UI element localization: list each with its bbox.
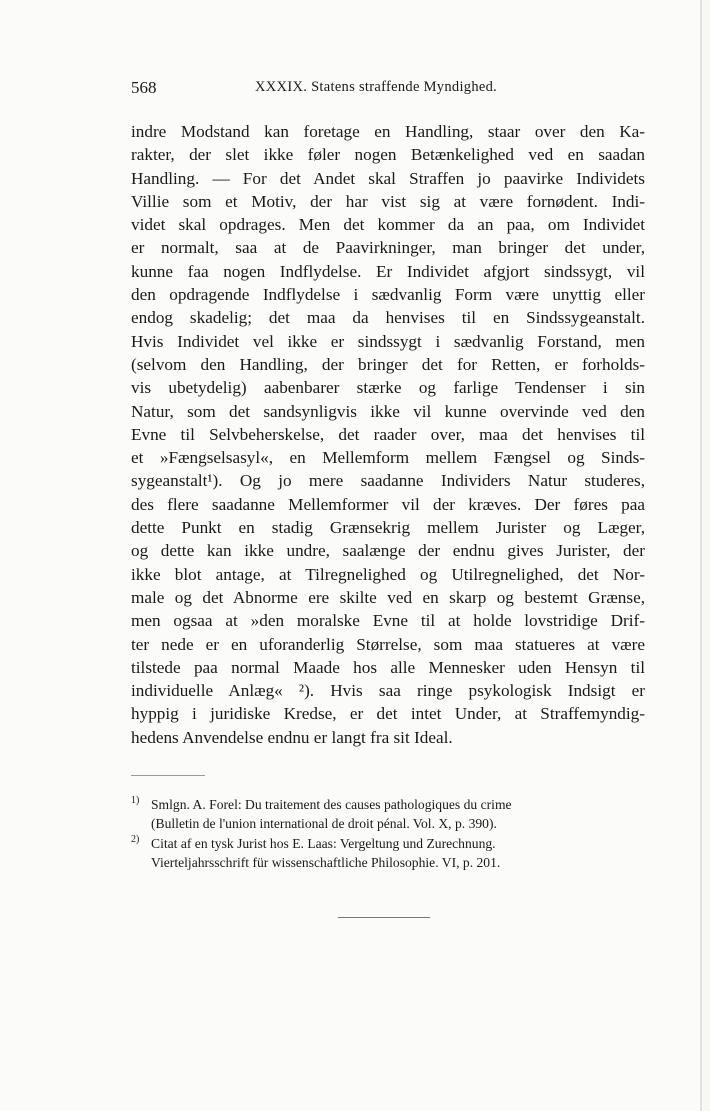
body-line: videt skal opdrages. Men det kommer da an paa, om Individet (131, 215, 645, 235)
page-header (131, 78, 645, 100)
body-line: Hvis Individet vel ikke er sindssygt i sædvanlig Forstand, men (131, 331, 645, 351)
body-line: Evne til Selvbeherskelse, det raader over, maa det henvises til (131, 424, 645, 444)
footnote-mark: 2) (131, 833, 140, 845)
footnote-line: Citat af en tysk Jurist hos E. Laas: Vergeltung und Zurechnung. (151, 835, 496, 851)
end-divider (338, 917, 430, 918)
body-line: endog skadelig; det maa da henvises til en Sindssygeanstalt. (131, 308, 645, 328)
body-line: sygeanstalt¹). Og jo mere saadanne Individers Natur studeres, (131, 471, 645, 491)
page-number: 568 (131, 78, 157, 97)
footnote-1 (131, 795, 645, 834)
footnote-line: Smlgn. A. Forel: Du traitement des causes pathologiques du crime (151, 797, 512, 812)
body-line: male og det Abnorme ere skilte ved en skarp og bestemt Grænse, (131, 587, 645, 607)
body-line: et »Fængselsasyl«, en Mellemform mellem Fængsel og Sinds- (131, 448, 645, 468)
body-line: er normalt, saa at de Paavirkninger, man bringer det under, (131, 238, 645, 258)
body-line: vis ubetydelig) aabenbarer stærke og farlige Tendenser i sin (131, 378, 645, 398)
body-line: Villie som et Motiv, der har vist sig at være fornødent. Indi- (131, 191, 645, 211)
footnote-mark: 1) (131, 795, 140, 806)
running-title: XXXIX. Statens straffende Myndighed. (255, 79, 498, 95)
body-line: men ogsaa at »den moralske Evne til at holde lovstridige Drif- (131, 611, 645, 631)
body-line: kunne faa nogen Indflydelse. Er Individet afgjort sindssygt, vil (131, 261, 645, 281)
footnote-line: (Bulletin de l'union international de droit pénal. Vol. X, p. 390). (151, 816, 497, 832)
body-paragraph (131, 120, 645, 749)
body-line: og dette kan ikke undre, saalænge der endnu gives Jurister, der (131, 541, 645, 561)
body-line: ikke blot antage, at Tilregnelighed og Utilregnelighed, det Nor- (131, 564, 645, 584)
footnote-line: Vierteljahrsschrift für wissenschaftliche Philosophie. VI, p. 201. (151, 855, 501, 871)
footnote-divider (131, 775, 205, 776)
body-line: hedens Anvendelse endnu er langt fra sit Ideal. (131, 727, 453, 747)
body-line: dette Punkt en stadig Grænsekrig mellem Jurister og Læger, (131, 518, 645, 538)
body-line: individuelle Anlæg« ²). Hvis saa ringe psykologisk Indsigt er (131, 681, 645, 701)
body-line: des flere saadanne Mellemformer vil der kræves. Der føres paa (131, 494, 645, 514)
body-line: ter nede er en uforanderlig Størrelse, som maa statueres at være (131, 634, 645, 654)
body-line: (selvom den Handling, der bringer det for Retten, er forholds- (131, 354, 645, 374)
body-line: Natur, som det sandsynligvis ikke vil kunne overvinde ved den (131, 401, 645, 421)
footnotes (131, 795, 645, 873)
body-line: den opdragende Indflydelse i sædvanlig Form være unyttig eller (131, 285, 645, 305)
body-line: indre Modstand kan foretage en Handling, staar over den Ka- (131, 122, 645, 141)
footnote-2 (131, 834, 645, 873)
body-line: rakter, der slet ikke føler nogen Betænkelighed ved en saadan (131, 145, 645, 165)
body-line: tilstede paa normal Maade hos alle Mennesker uden Hensyn til (131, 657, 645, 677)
body-line: Handling. — For det Andet skal Straffen jo paavirke Individets (131, 168, 645, 188)
body-line: hyppig i juridiske Kredse, er det intet Under, at Straffemyndig- (131, 704, 645, 724)
